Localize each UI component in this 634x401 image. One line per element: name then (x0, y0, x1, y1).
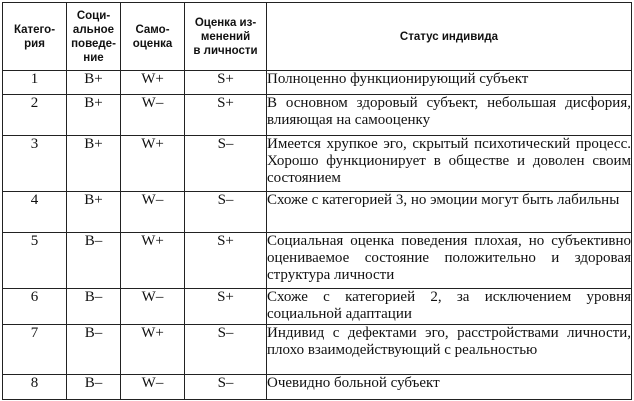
table-row (3, 192, 632, 233)
category-cell: 8 (3, 375, 67, 400)
status-cell (267, 375, 632, 400)
status-cell (267, 95, 632, 136)
change-cell: S+ (185, 71, 267, 95)
status-text: Схоже с категорией 2, за исключением уровня социальной адаптации (267, 289, 631, 322)
self-esteem-cell: W– (121, 375, 185, 400)
header-category-text: Катего- рия (13, 23, 56, 50)
status-cell (267, 233, 632, 289)
header-status-text: Статус индивида (399, 30, 499, 43)
status-text: Очевидно больной субъект (267, 375, 440, 391)
self-esteem-cell: W+ (121, 136, 185, 192)
table-row (3, 136, 632, 192)
social-cell: B+ (67, 95, 121, 136)
category-cell: 3 (3, 136, 67, 192)
change-cell: S+ (185, 95, 267, 136)
self-esteem-cell: W– (121, 95, 185, 136)
social-cell: B– (67, 233, 121, 289)
change-cell: S– (185, 136, 267, 192)
table-row (3, 95, 632, 136)
self-esteem-cell: W+ (121, 325, 185, 375)
status-text: Имеется хрупкое эго, скрытый психотический процесс. Хорошо функционирует в обществе и доволен своим состоянием (267, 136, 631, 186)
status-cell (267, 71, 632, 95)
header-self-esteem (121, 3, 185, 71)
category-cell: 5 (3, 233, 67, 289)
table-row (3, 375, 632, 400)
header-social-behavior (67, 3, 121, 71)
status-cell (267, 192, 632, 233)
category-cell: 4 (3, 192, 67, 233)
social-cell: B– (67, 325, 121, 375)
social-cell: B+ (67, 136, 121, 192)
social-cell: B– (67, 375, 121, 400)
category-cell: 7 (3, 325, 67, 375)
status-text: В основном здоровый субъект, небольшая дисфория, влияющая на самооценку (267, 95, 631, 128)
status-table (2, 2, 632, 400)
category-cell: 2 (3, 95, 67, 136)
social-cell: B+ (67, 71, 121, 95)
social-cell: B– (67, 289, 121, 325)
header-category (3, 3, 67, 71)
change-cell: S– (185, 192, 267, 233)
table-row (3, 289, 632, 325)
header-row (3, 3, 632, 71)
table-row (3, 233, 632, 289)
status-cell (267, 136, 632, 192)
change-cell: S– (185, 325, 267, 375)
status-text: Социальная оценка поведения плохая, но субъективно оцениваемое состояние положительно и здоровая структура личности (267, 233, 631, 283)
social-cell: B+ (67, 192, 121, 233)
category-cell: 6 (3, 289, 67, 325)
category-cell: 1 (3, 71, 67, 95)
status-cell (267, 289, 632, 325)
header-personality-change-text: Оценка из- менений в личности (193, 16, 258, 57)
header-social-behavior-text: Соци- альное поведе- ние (71, 9, 116, 64)
header-personality-change (185, 3, 267, 71)
change-cell: S+ (185, 233, 267, 289)
table-row (3, 71, 632, 95)
table-row (3, 325, 632, 375)
status-cell (267, 325, 632, 375)
self-esteem-cell: W+ (121, 71, 185, 95)
status-text: Индивид с дефектами эго, расстройствами личности, плохо взаимодействующий с реальностью (267, 325, 631, 358)
self-esteem-cell: W– (121, 289, 185, 325)
status-text: Полноценно функционирующий субъект (267, 71, 529, 87)
header-self-esteem-text: Само- оценка (132, 23, 173, 50)
change-cell: S+ (185, 289, 267, 325)
status-text: Схоже с категорией 3, но эмоции могут быть лабильны (267, 192, 620, 208)
self-esteem-cell: W+ (121, 233, 185, 289)
self-esteem-cell: W– (121, 192, 185, 233)
header-status (267, 3, 632, 71)
change-cell: S– (185, 375, 267, 400)
